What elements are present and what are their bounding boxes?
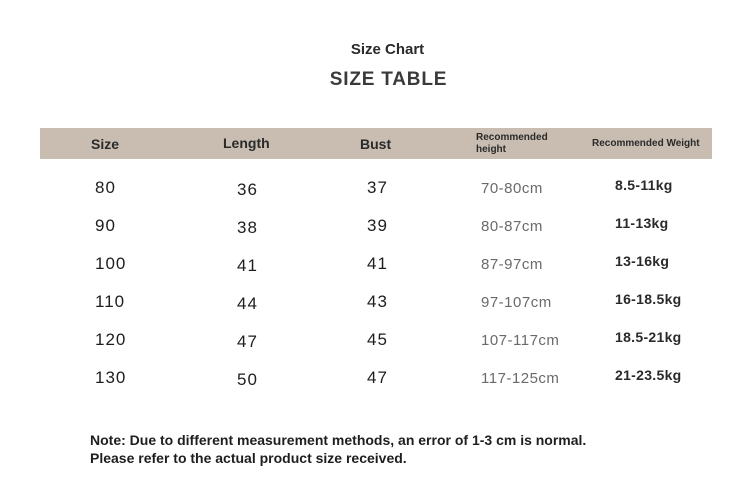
cell-bust: 45 bbox=[367, 330, 388, 349]
cell-length: 50 bbox=[237, 370, 258, 389]
cell-recommended-height: 70-80cm bbox=[481, 180, 543, 197]
header-length: Length bbox=[223, 135, 270, 151]
cell-length: 41 bbox=[237, 256, 258, 275]
cell-recommended-height: 80-87cm bbox=[481, 218, 543, 235]
cell-bust: 43 bbox=[367, 292, 388, 311]
cell-recommended-height: 107-117cm bbox=[481, 332, 560, 349]
cell-bust: 41 bbox=[367, 254, 388, 273]
cell-recommended-weight: 21-23.5kg bbox=[615, 367, 682, 383]
note-line-2: Please refer to the actual product size received. bbox=[90, 450, 407, 466]
size-chart-caption: Size Chart bbox=[350, 41, 425, 58]
header-bust: Bust bbox=[360, 136, 392, 152]
cell-length: 38 bbox=[237, 218, 258, 237]
cell-recommended-weight: 8.5-11kg bbox=[615, 177, 673, 193]
cell-recommended-height: 87-97cm bbox=[481, 256, 543, 273]
table-row bbox=[0, 178, 750, 208]
measurement-note bbox=[90, 431, 690, 467]
note-line-1: Note: Due to different measurement methods, an error of 1-3 cm is normal. bbox=[90, 432, 587, 448]
cell-length: 36 bbox=[237, 180, 258, 199]
cell-recommended-weight: 13-16kg bbox=[615, 253, 670, 269]
table-row bbox=[0, 254, 750, 284]
table-row bbox=[0, 292, 750, 322]
table-header bbox=[40, 128, 712, 159]
table-row bbox=[0, 368, 750, 398]
cell-size: 90 bbox=[95, 216, 116, 235]
cell-recommended-height: 97-107cm bbox=[481, 294, 552, 311]
cell-recommended-weight: 11-13kg bbox=[615, 215, 669, 231]
cell-size: 100 bbox=[95, 254, 127, 273]
size-table-title: SIZE TABLE bbox=[329, 69, 448, 90]
cell-size: 110 bbox=[95, 292, 126, 311]
cell-recommended-weight: 16-18.5kg bbox=[615, 291, 682, 307]
header-size: Size bbox=[91, 136, 120, 152]
table-row bbox=[0, 216, 750, 246]
table-row bbox=[0, 330, 750, 360]
cell-recommended-height: 117-125cm bbox=[481, 370, 560, 387]
cell-size: 80 bbox=[95, 178, 116, 197]
cell-bust: 37 bbox=[367, 178, 388, 197]
cell-size: 120 bbox=[95, 330, 127, 349]
cell-size: 130 bbox=[95, 368, 127, 387]
header-recommended-weight: Recommended Weight bbox=[592, 138, 700, 149]
header-recommended-height: Recommended height bbox=[476, 132, 548, 155]
cell-bust: 39 bbox=[367, 216, 388, 235]
cell-bust: 47 bbox=[367, 368, 388, 387]
cell-length: 47 bbox=[237, 332, 258, 351]
cell-length: 44 bbox=[237, 294, 258, 313]
cell-recommended-weight: 18.5-21kg bbox=[615, 329, 682, 345]
